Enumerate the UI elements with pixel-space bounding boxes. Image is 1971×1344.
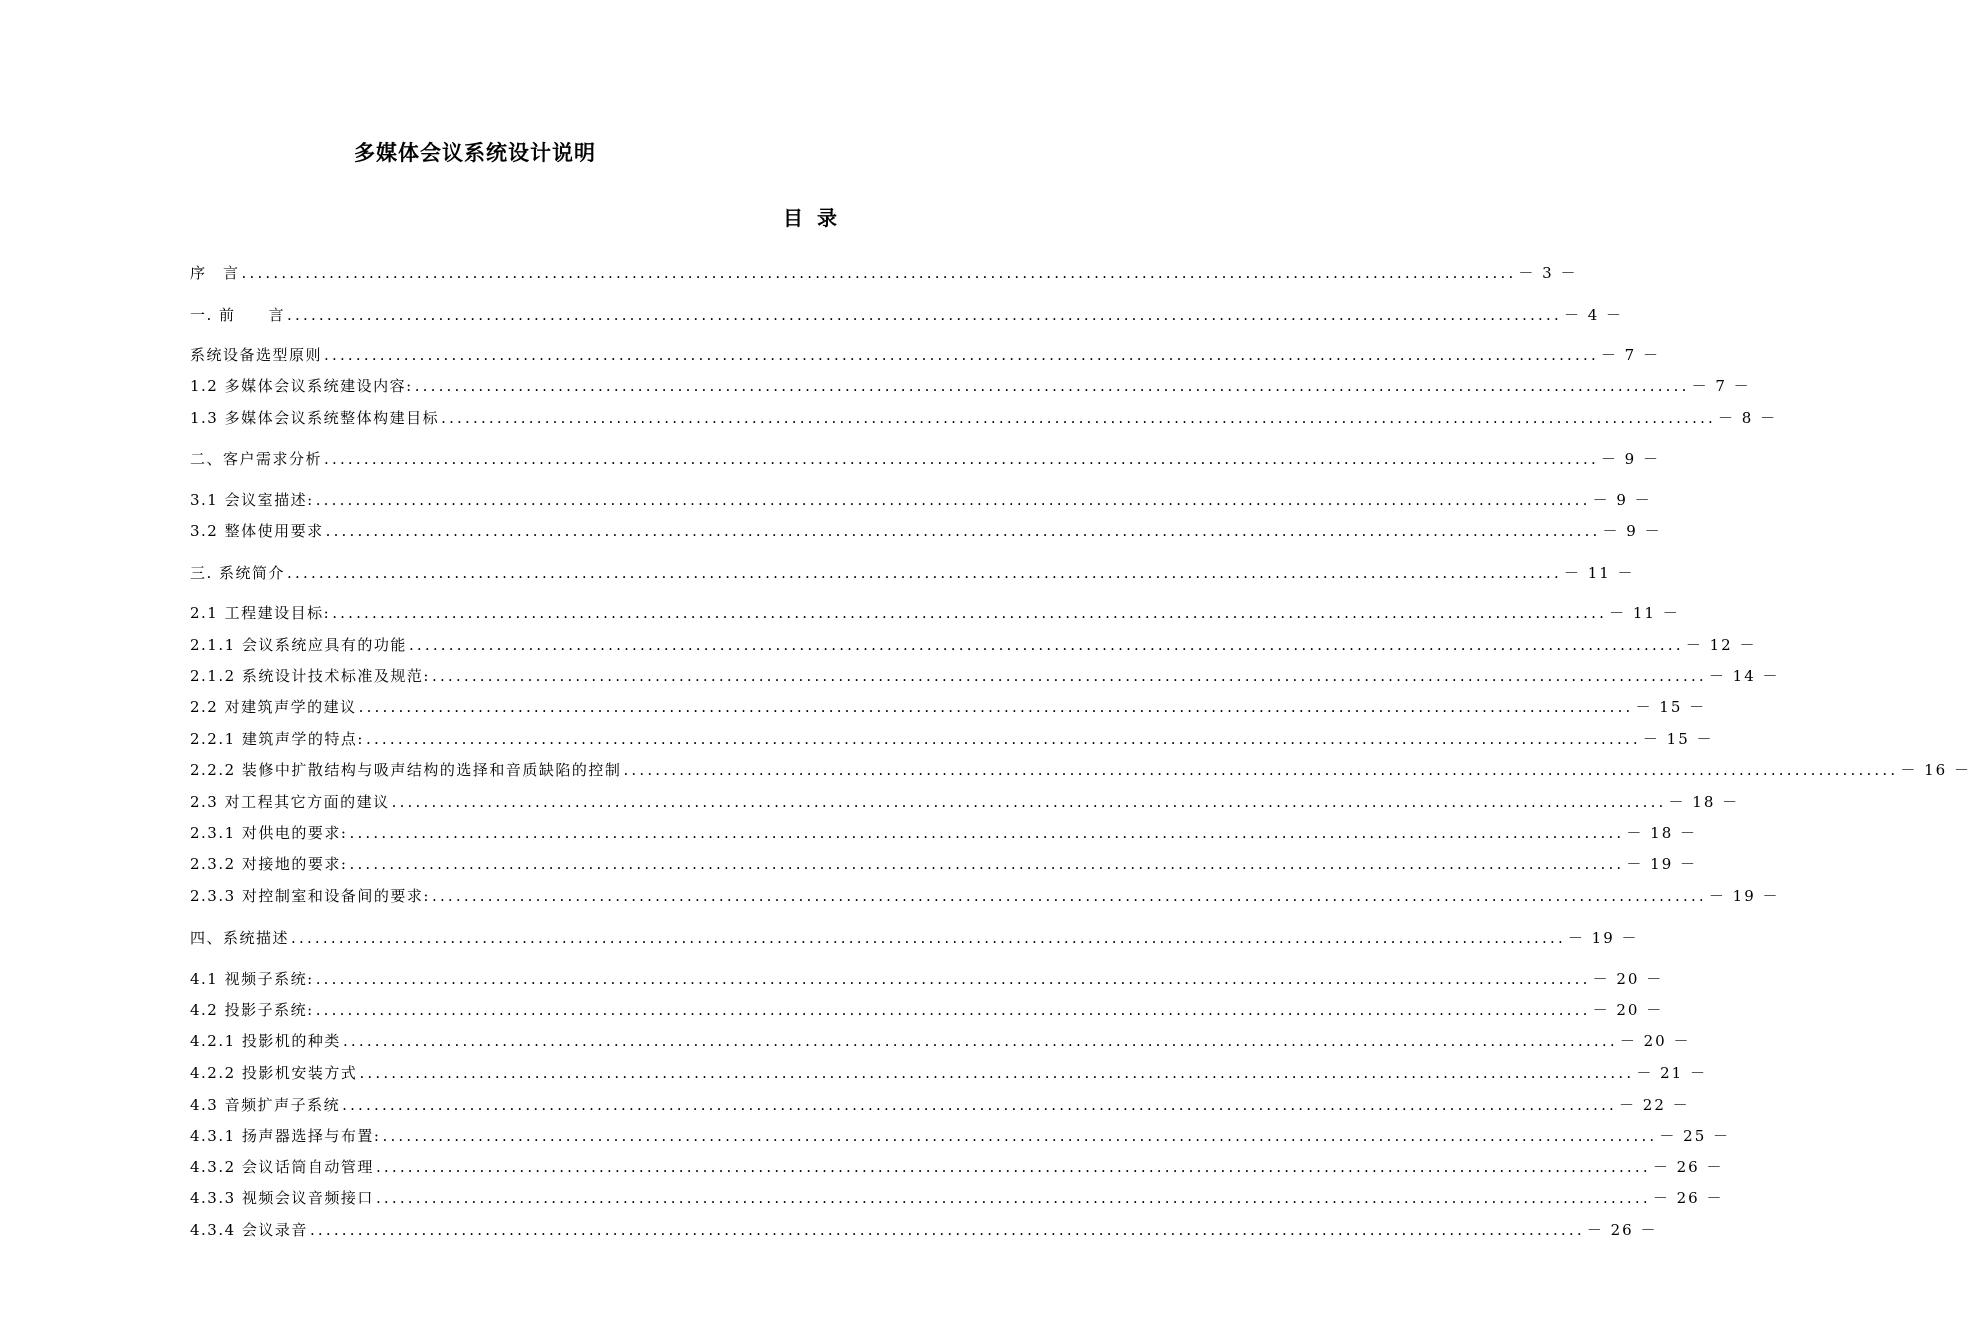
toc-leader-dots: ................................................................................................................................................................ — [332, 604, 1608, 622]
toc-leader-dots: ................................................................................................................................................................ — [315, 491, 1591, 509]
toc-entry-label: 3.2 整体使用要求 — [190, 522, 324, 540]
toc-entry-label: 4.3 音频扩声子系统 — [190, 1096, 341, 1114]
toc-entry-4-3[interactable] — [190, 1092, 1690, 1118]
toc-entry-preface[interactable] — [190, 260, 1578, 286]
toc-page-number: － 26 － — [1652, 1189, 1724, 1207]
toc-page-number: － 19 － — [1567, 929, 1639, 947]
toc-leader-dots: ................................................................................................................................................................ — [291, 929, 1566, 947]
toc-entry-2-3[interactable] — [190, 789, 1740, 815]
toc-entry-2-2-1[interactable] — [190, 726, 1714, 752]
toc-leader-dots: ................................................................................................................................................................ — [441, 409, 1717, 427]
toc-page-number: － 9 － — [1592, 491, 1652, 509]
toc-heading — [760, 204, 860, 232]
toc-entry-4-2-1[interactable] — [190, 1028, 1691, 1054]
toc-page-number: － 20 － — [1592, 970, 1664, 988]
toc-entry-4-2-2[interactable] — [190, 1060, 1707, 1086]
toc-leader-dots: ................................................................................................................................................................ — [349, 855, 1625, 873]
toc-entry-label: 4.3.1 扬声器选择与布置: — [190, 1127, 381, 1145]
toc-leader-dots: ................................................................................................................................................................ — [358, 698, 1634, 716]
toc-page-number: － 11 － — [1563, 564, 1635, 582]
toc-leader-dots: ................................................................................................................................................................ — [432, 887, 1707, 905]
toc-leader-dots: ................................................................................................................................................................ — [408, 636, 1684, 654]
toc-page-number: － 25 － — [1659, 1127, 1731, 1145]
toc-leader-dots: ................................................................................................................................................................ — [287, 306, 1562, 324]
toc-page-number: － 9 － — [1600, 450, 1660, 468]
toc-entry-label: 系统设备选型原则 — [190, 346, 323, 364]
toc-entry-2-1-2[interactable] — [190, 663, 1780, 689]
toc-entry-system-intro[interactable] — [190, 560, 1635, 586]
toc-entry-system-description[interactable] — [190, 925, 1639, 951]
toc-page-number: － 3 － — [1518, 264, 1578, 282]
toc-entry-4-3-1[interactable] — [190, 1123, 1731, 1149]
toc-entry-2-3-2[interactable] — [190, 851, 1698, 877]
toc-entry-4-1[interactable] — [190, 966, 1664, 992]
toc-leader-dots: ................................................................................................................................................................ — [324, 450, 1599, 468]
toc-entry-label: 四、系统描述 — [190, 929, 290, 947]
toc-page-number: － 4 － — [1563, 306, 1624, 324]
toc-page-number: － 26 － — [1586, 1221, 1658, 1239]
toc-entry-label: 2.3 对工程其它方面的建议 — [190, 793, 390, 811]
toc-leader-dots: ................................................................................................................................................................ — [309, 1221, 1585, 1239]
toc-leader-dots: ................................................................................................................................................................ — [391, 793, 1667, 811]
toc-entry-label: 1.3 多媒体会议系统整体构建目标 — [190, 409, 440, 427]
toc-entry-label: 2.3.3 对控制室和设备间的要求: — [190, 887, 430, 905]
toc-entry-label: 4.2.2 投影机安装方式 — [190, 1064, 358, 1082]
toc-entry-foreword[interactable] — [190, 302, 1624, 328]
toc-page-number: － 26 － — [1652, 1158, 1724, 1176]
toc-entry-2-2-2[interactable] — [190, 757, 1971, 783]
toc-leader-dots: ................................................................................................................................................................ — [414, 377, 1690, 395]
toc-entry-label: 4.3.4 会议录音 — [190, 1221, 308, 1239]
toc-page-number: － 11 － — [1609, 604, 1680, 622]
toc-entry-label: 2.3.1 对供电的要求: — [190, 824, 348, 842]
toc-entry-label: 序 言 — [190, 264, 240, 282]
toc-leader-dots: ................................................................................................................................................................ — [359, 1064, 1635, 1082]
toc-entry-2-1[interactable] — [190, 600, 1680, 626]
toc-leader-dots: ................................................................................................................................................................ — [324, 346, 1599, 364]
toc-leader-dots: ................................................................................................................................................................ — [325, 522, 1601, 540]
toc-page-number: － 19 － — [1708, 887, 1780, 905]
toc-leader-dots: ................................................................................................................................................................ — [349, 824, 1625, 842]
toc-entry-label: 三. 系统简介 — [190, 564, 286, 582]
toc-entry-label: 4.1 视频子系统: — [190, 970, 314, 988]
toc-entry-label: 2.1.1 会议系统应具有的功能 — [190, 636, 407, 654]
toc-entry-1-3[interactable] — [190, 405, 1778, 431]
toc-entry-2-1-1[interactable] — [190, 632, 1757, 658]
toc-page-number: － 21 － — [1636, 1064, 1707, 1082]
toc-leader-dots: ................................................................................................................................................................ — [315, 1001, 1591, 1019]
toc-entry-4-2[interactable] — [190, 997, 1664, 1023]
toc-leader-dots: ................................................................................................................................................................ — [623, 761, 1899, 779]
toc-entry-label: 2.1.2 系统设计技术标准及规范: — [190, 667, 430, 685]
toc-heading-char: 目 — [783, 206, 803, 230]
toc-page-number: － 15 － — [1642, 730, 1714, 748]
toc-entry-4-3-3[interactable] — [190, 1185, 1724, 1211]
toc-leader-dots: ................................................................................................................................................................ — [382, 1127, 1658, 1145]
toc-page-number: － 18 － — [1668, 793, 1740, 811]
toc-page-number: － 20 － — [1619, 1032, 1691, 1050]
toc-entry-2-3-1[interactable] — [190, 820, 1698, 846]
toc-leader-dots: ................................................................................................................................................................ — [432, 667, 1707, 685]
toc-page-number: － 7 － — [1691, 377, 1751, 395]
toc-page-number: － 15 － — [1635, 698, 1707, 716]
toc-heading-char: 录 — [817, 206, 837, 230]
toc-leader-dots: ................................................................................................................................................................ — [342, 1032, 1618, 1050]
toc-leader-dots: ................................................................................................................................................................ — [366, 730, 1641, 748]
toc-page-number: － 12 － — [1685, 636, 1757, 654]
toc-entry-label: 4.2.1 投影机的种类 — [190, 1032, 341, 1050]
toc-entry-label: 一. 前 言 — [190, 306, 286, 324]
toc-page-number: － 7 － — [1600, 346, 1660, 364]
toc-entry-label: 2.1 工程建设目标: — [190, 604, 331, 622]
toc-page-number: － 8 － — [1718, 409, 1778, 427]
toc-page-number: － 14 － — [1708, 667, 1780, 685]
toc-leader-dots: ................................................................................................................................................................ — [342, 1096, 1618, 1114]
document-title: 多媒体会议系统设计说明 — [354, 141, 596, 165]
toc-entry-label: 2.3.2 对接地的要求: — [190, 855, 348, 873]
toc-entry-3-2[interactable] — [190, 518, 1662, 544]
toc-page-number: － 20 － — [1592, 1001, 1664, 1019]
toc-entry-2-3-3[interactable] — [190, 883, 1780, 909]
toc-entry-1-2[interactable] — [190, 373, 1751, 399]
toc-page-number: － 18 － — [1626, 824, 1698, 842]
toc-entry-label: 2.2.2 装修中扩散结构与吸声结构的选择和音质缺陷的控制 — [190, 761, 622, 779]
toc-entry-4-3-2[interactable] — [190, 1154, 1724, 1180]
toc-entry-label: 4.3.2 会议话筒自动管理 — [190, 1158, 374, 1176]
toc-page-number: － 16 － — [1900, 761, 1971, 779]
toc-entry-label: 2.2.1 建筑声学的特点: — [190, 730, 364, 748]
toc-leader-dots: ................................................................................................................................................................ — [287, 564, 1562, 582]
toc-entry-label: 2.2 对建筑声学的建议 — [190, 698, 357, 716]
toc-leader-dots: ................................................................................................................................................................ — [375, 1158, 1651, 1176]
toc-entry-2-2[interactable] — [190, 694, 1707, 720]
toc-entry-label: 4.3.3 视频会议音频接口 — [190, 1189, 374, 1207]
toc-leader-dots: ................................................................................................................................................................ — [241, 264, 1517, 282]
toc-entry-label: 1.2 多媒体会议系统建设内容: — [190, 377, 413, 395]
toc-entry-requirements[interactable] — [190, 446, 1660, 472]
toc-entry-selection-principles[interactable] — [190, 342, 1660, 368]
toc-entry-label: 3.1 会议室描述: — [190, 491, 314, 509]
toc-entry-4-3-4[interactable] — [190, 1217, 1658, 1243]
toc-page-number: － 9 － — [1602, 522, 1662, 540]
toc-page-number: － 22 － — [1619, 1096, 1690, 1114]
toc-entry-label: 二、客户需求分析 — [190, 450, 323, 468]
toc-page-number: － 19 － — [1626, 855, 1698, 873]
toc-leader-dots: ................................................................................................................................................................ — [315, 970, 1591, 988]
toc-entry-label: 4.2 投影子系统: — [190, 1001, 314, 1019]
toc-entry-3-1[interactable] — [190, 487, 1652, 513]
toc-leader-dots: ................................................................................................................................................................ — [375, 1189, 1651, 1207]
